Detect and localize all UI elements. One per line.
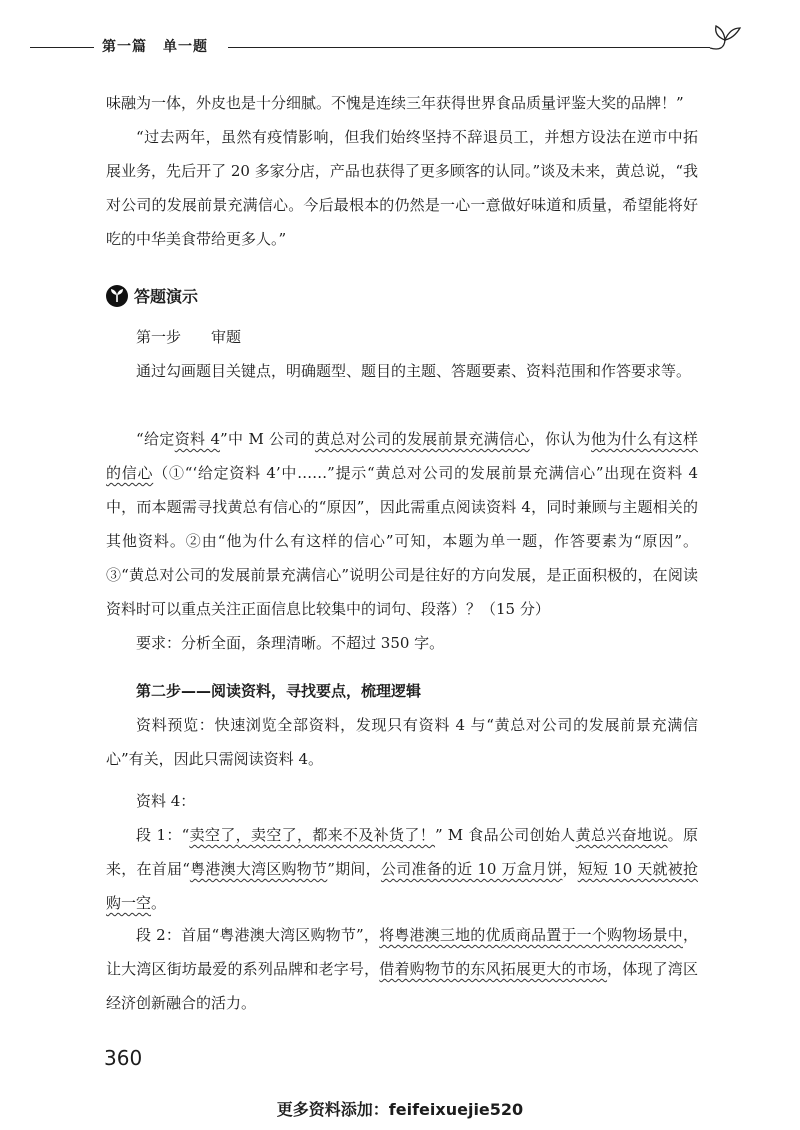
header-rule-left (30, 47, 94, 48)
text-run: 段 1：“ (136, 826, 190, 844)
text-run: ，你认为 (529, 430, 591, 448)
step1-requirement: 要求：分析全面，条理清晰。不超过 350 字。 (136, 634, 445, 652)
step1-paragraph-2 (106, 422, 698, 626)
step2-title: 第二步——阅读资料，寻找要点，梳理逻辑 (136, 682, 422, 700)
material-paragraph-2 (106, 918, 698, 1020)
header-part: 第一篇 (102, 39, 147, 55)
text-run: ，让大湾区街坊最爱的系列品牌和老字号， (106, 926, 698, 978)
text-run: ，体现了湾区经济创新融合的活力。 (106, 960, 698, 1012)
sprout-icon (706, 22, 744, 54)
section-title: 答题演示 (134, 287, 199, 306)
wavy-highlight: 将粤港澳三地的优质商品置于一个购物场景中 (379, 926, 683, 944)
material-paragraph-1 (106, 818, 698, 920)
step1-title: 第一步 审题 (136, 328, 242, 346)
page-number: 360 (104, 1046, 143, 1070)
wavy-highlight: 他为什么有这样的信心 (106, 430, 698, 482)
wavy-highlight: 公司准备的近 10 万盒月饼 (380, 860, 563, 878)
text-run: “给定 (136, 430, 175, 448)
footer-note: 更多资料添加：feifeixuejie520 (276, 1100, 524, 1119)
section-heading (106, 285, 198, 309)
intro-paragraph-1: 味融为一体，外皮也是十分细腻。不愧是连续三年获得世界食品质量评鉴大奖的品牌！” (106, 94, 684, 112)
text-run: ”期间， (327, 860, 381, 878)
wavy-highlight: 资料 4 (174, 430, 221, 448)
header-topic: 单一题 (163, 39, 208, 55)
text-run: 段 2：首届“粤港澳大湾区购物节”， (136, 926, 380, 944)
step1-paragraph-1: 通过勾画题目关键点，明确题型、题目的主题、答题要素、资料范围和作答要求等。 (136, 362, 692, 380)
header-title (102, 36, 208, 56)
text-run: 。 (151, 894, 167, 912)
wavy-highlight: 黄总对公司的发展前景充满信心 (314, 430, 530, 448)
text-run: ” M 食品公司创始人 (435, 826, 576, 844)
wavy-highlight: 短短 10 天就被抢购一空 (106, 860, 698, 912)
material-label: 资料 4： (136, 792, 196, 810)
sprout-badge-icon (106, 285, 128, 307)
wavy-highlight: 黄总兴奋地说 (575, 826, 668, 844)
step2-preview: 资料预览：快速浏览全部资料，发现只有资料 4 与“黄总对公司的发展前景充满信心”有关，因此只需阅读资料 4。 (106, 716, 698, 768)
header-rule-right (228, 47, 710, 48)
text-run: （①“‘给定资料 4’中……”提示“黄总对公司的发展前景充满信心”出现在资料 4 中，而本题需寻找黄总有信心的“原因”，因此需重点阅读资料 4，同时兼顾与主题相关的其他资料。②由“他为什么有这样的信心”可知，本题为单一题，作答要素为“原因”。③“黄总对公司的发展前景充满信心”说明公司是往好的方向发展，是正面积极的，在阅读资料时可以重点关注正面信息比较集中的词句、段落）？（15 分） (106, 464, 698, 618)
running-header (30, 34, 750, 60)
text-run: ， (562, 860, 578, 878)
text-run: ”中 M 公司的 (220, 430, 315, 448)
wavy-highlight: 借着购物节的东风拓展更大的市场 (379, 960, 608, 978)
intro-paragraph-2: “过去两年，虽然有疫情影响，但我们始终坚持不辞退员工，并想方设法在逆市中拓展业务，先后开了 20 多家分店，产品也获得了更多顾客的认同。”谈及未来，黄总说，“我对公司的发展前景充满信心。今后最根本的仍然是一心一意做好味道和质量，希望能将好吃的中华美食带给更多人。” (106, 128, 698, 248)
wavy-highlight: 粤港澳大湾区购物节 (189, 860, 328, 878)
wavy-highlight: 卖空了，卖空了，都来不及补货了！ (189, 826, 436, 844)
text-run: 。原来，在首届“ (106, 826, 698, 878)
